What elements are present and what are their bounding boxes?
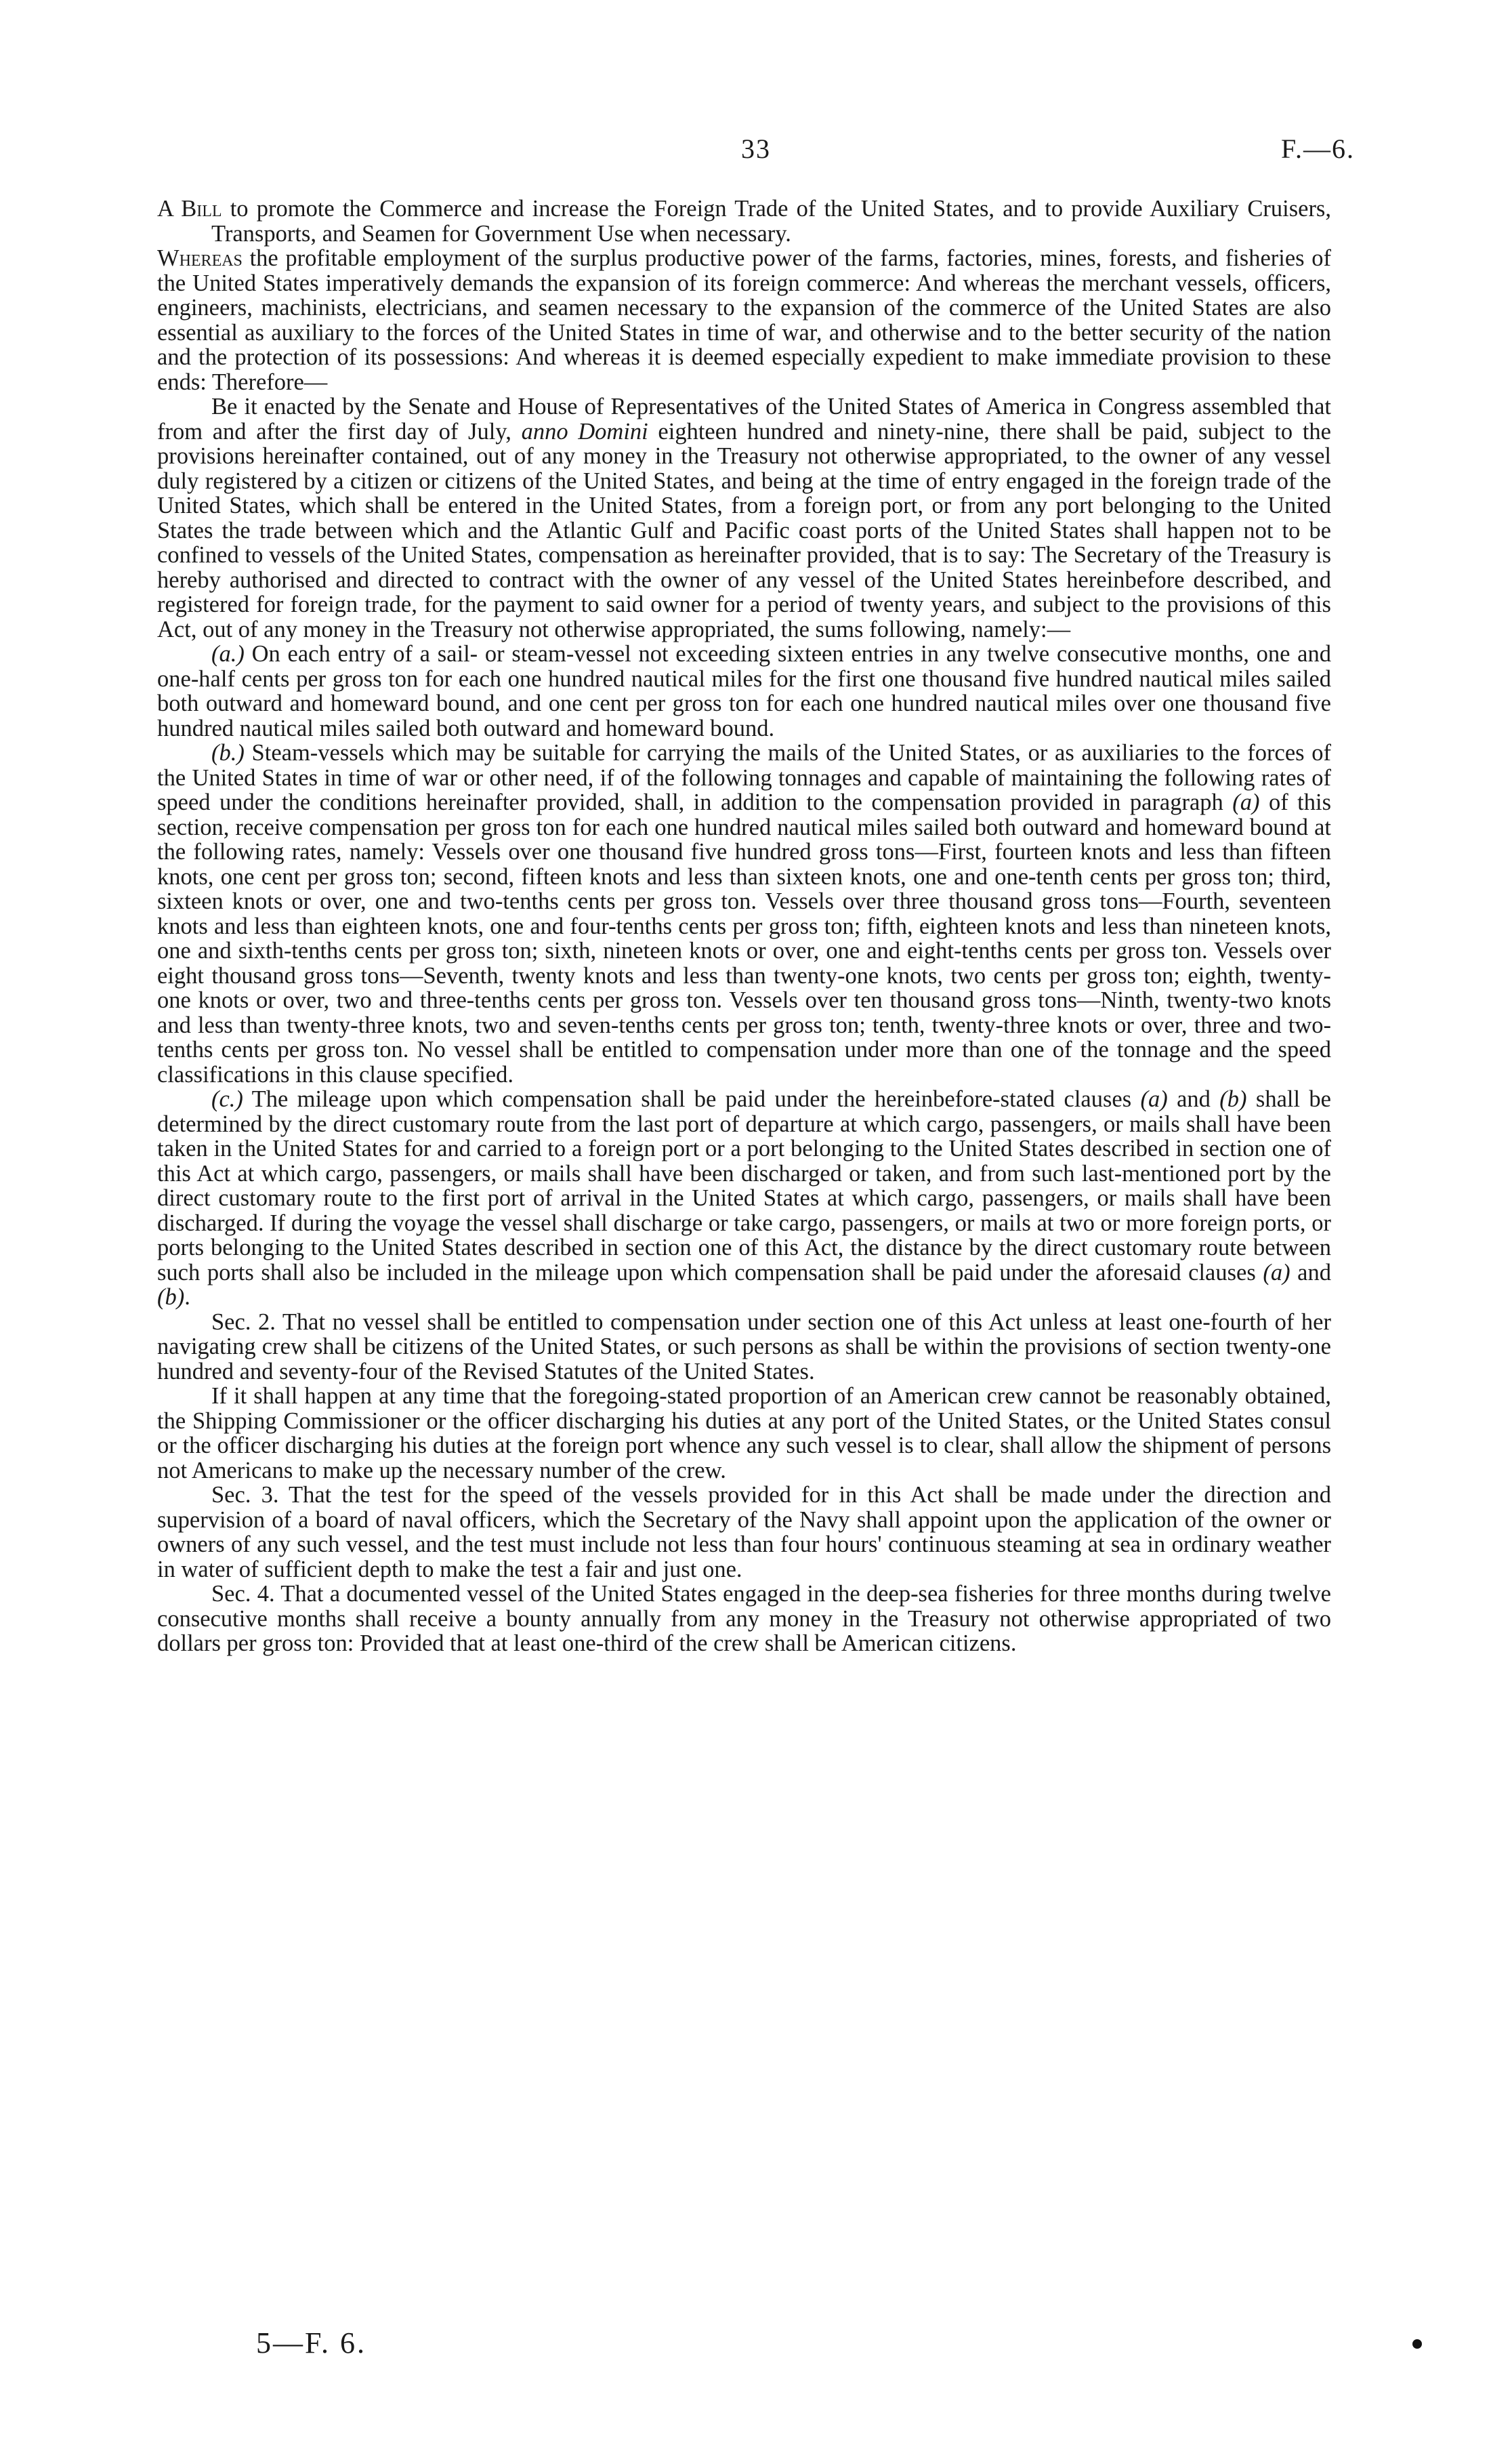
section-2-continued: If it shall happen at any time that the foregoing-stated proportion of an American crew cannot be reasonably obtained, the Shipping Commissioner or the officer discharging his duties at any port of the United States, or the United States consul or the officer discharging his duties at the foreign port whence any such vessel is to clear, shall allow the shipment of persons not Americans to make up the necessary number of the crew.	[157, 1383, 1331, 1483]
clause-c: (c.) The mileage upon which compensation shall be paid under the hereinbefore-stated clauses (a) and (b) shall be determined by the direct customary route from the last port of departure at which cargo, passengers, or mails shall have been taken in the United States for and carried to a foreign port or a port belonging to the United States described in section one of this Act at which cargo, passengers, or mails shall have been discharged or taken, and from such last-mentioned port by the direct customary route to the first port of arrival in the United States at which cargo, passengers, or mails shall have been discharged. If during the voyage the vessel shall discharge or take cargo, passengers, or mails at two or more foreign ports, or ports belonging to the United States described in section one of this Act, the distance by the direct customary route between such ports shall also be included in the mileage upon which compensation shall be paid under the aforesaid clauses (a) and (b).	[157, 1086, 1331, 1310]
enacting-clause: Be it enacted by the Senate and House of Representatives of the United States of America in Congress assembled that from and after the first day of July, anno Domini eighteen hundred and ninety-nine, there shall be paid, subject to the provisions hereinafter contained, out of any money in the Treasury not otherwise appropriated, to the owner of any vessel duly registered by a citizen or citizens of the United States, and being at the time of entry engaged in the foreign trade of the United States, which shall be entered in the United States, from a foreign port, or from any port belonging to the United States the trade between which and the Atlantic Gulf and Pacific coast ports of the United States shall happen not to be confined to vessels of the United States, compensation as hereinafter provided, that is to say: The Secretary of the Treasury is hereby authorised and directed to contract with the owner of any vessel of the United States hereinbefore described, and registered for foreign trade, for the payment to said owner for a period of twenty years, and subject to the provisions of this Act, out of any money in the Treasury not otherwise appropriated, the sums following, namely:—	[157, 394, 1331, 642]
clause-b: (b.) Steam-vessels which may be suitable for carrying the mails of the United States, or as auxiliaries to the forces of the United States in time of war or other need, if of the following tonnages and capable of maintaining the following rates of speed under the conditions hereinafter provided, shall, in addition to the compensation provided in paragraph (a) of this section, receive compensation per gross ton for each one hundred nautical miles sailed both outward and homeward bound at the following rates, namely: Vessels over one thousand five hundred gross tons—First, fourteen knots and less than fifteen knots, one cent per gross ton; second, fifteen knots and less than sixteen knots, one and one-tenth cents per gross ton; third, sixteen knots or over, one and two-tenths cents per gross ton. Vessels over three thousand gross tons—Fourth, seventeen knots and less than eighteen knots, one and four-tenths cents per gross ton; fifth, eighteen knots and less than nineteen knots, one and sixth-tenths cents per gross ton; sixth, nineteen knots or over, one and eight-tenths cents per gross ton. Vessels over eight thousand gross tons—Seventh, twenty knots and less than twenty-one knots, two cents per gross ton; eighth, twenty-one knots or over, two and three-tenths cents per gross ton. Vessels over ten thousand gross tons—Ninth, twenty-two knots and less than twenty-three knots, two and seven-tenths cents per gross ton; tenth, twenty-three knots or over, three and two-tenths cents per gross ton. No vessel shall be entitled to compensation under more than one of the tonnage and the speed classifications in this clause specified.	[157, 740, 1331, 1088]
page-number: 33	[741, 133, 771, 164]
section-2: Sec. 2. That no vessel shall be entitled to compensation under section one of this Act unless at least one-fourth of her navigating crew shall be citizens of the United States, or such persons as shall be within the provisions of section twenty-one hundred and seventy-four of the Revised Statutes of the United States.	[157, 1309, 1331, 1384]
section-4: Sec. 4. That a documented vessel of the United States engaged in the deep-sea fisheries for three months during twelve consecutive months shall receive a bounty annually from any money in the Treasury not otherwise appropriated of two dollars per gross ton: Provided that at least one-third of the crew shall be American citizens.	[157, 1581, 1331, 1656]
document-reference: F.—6.	[1280, 133, 1355, 164]
printer-signature: 5—F. 6.	[256, 2326, 366, 2360]
page-header	[157, 133, 1355, 173]
bill-title: A Bill to promote the Commerce and increase the Foreign Trade of the United States, and to provide Auxiliary Cruisers, Transports, and Seamen for Government Use when necessary.	[157, 196, 1331, 247]
clause-a: (a.) On each entry of a sail- or steam-vessel not exceeding sixteen entries in any twelve consecutive months, one and one-half cents per gross ton for each one hundred nautical miles for the first one thousand five hundred nautical miles sailed both outward and homeward bound, and one cent per gross ton for each one hundred nautical miles over one thousand five hundred nautical miles sailed both outward and homeward bound.	[157, 641, 1331, 741]
bill-text	[157, 197, 1331, 1656]
section-3: Sec. 3. That the test for the speed of the vessels provided for in this Act shall be made under the direction and supervision of a board of naval officers, which the Secretary of the Navy shall appoint upon the application of the owner or owners of any such vessel, and the test must include not less than four hours' continuous steaming at sea in ordinary weather in water of sufficient depth to make the test a fair and just one.	[157, 1482, 1331, 1582]
whereas-paragraph: Whereas the profitable employment of the surplus productive power of the farms, factories, mines, forests, and fisheries of the United States imperatively demands the expansion of its foreign commerce: And whereas the merchant vessels, officers, engineers, machinists, electricians, and seamen necessary to the expansion of the commerce of the United States are also essential as auxiliary to the forces of the United States in time of war, and otherwise and to the better security of the nation and the protection of its possessions: And whereas it is deemed especially expedient to make immediate provision to these ends: Therefore—	[157, 245, 1331, 395]
ink-spot	[1412, 2339, 1422, 2349]
